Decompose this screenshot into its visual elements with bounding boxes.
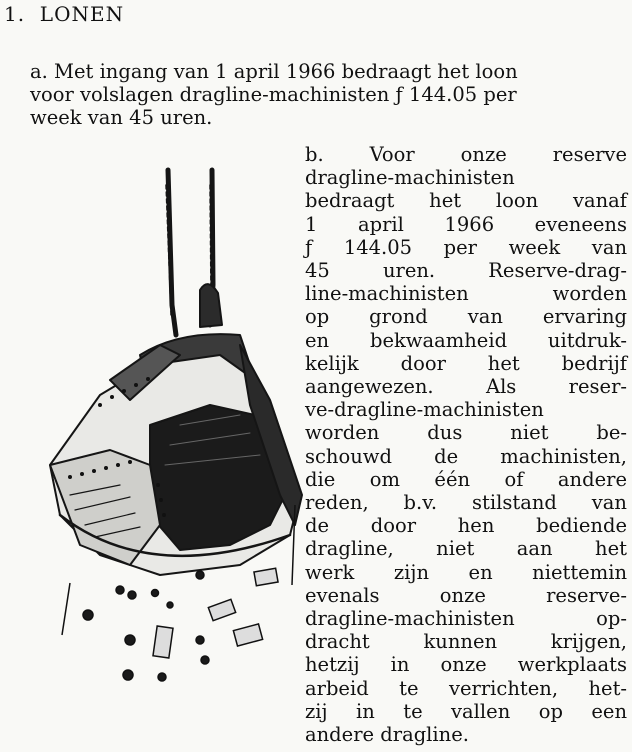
paragraph-b-line: evenals onze reserve- (305, 583, 627, 607)
paragraph-b-line: ƒ 144.05 per week van (305, 235, 627, 259)
cable-left (168, 170, 176, 335)
paragraph-b-line: dragline, niet aan het (305, 537, 627, 561)
paragraph-b-line: 1 april 1966 eveneens (305, 212, 627, 236)
paragraph-b-line: hetzij in onze werkplaats (305, 653, 627, 677)
paragraph-a (30, 60, 630, 129)
paragraph-b-line: aangewezen. Als reser- (305, 375, 627, 399)
paragraph-b-line: dragline-machinisten op- (305, 607, 627, 631)
paragraph-b-line: schouwd de machinisten, (305, 444, 627, 468)
paragraph-b-line: zij in te vallen op een (305, 699, 627, 723)
section-heading: 1. LONEN (4, 2, 125, 26)
dragline-bucket-illustration (40, 165, 320, 705)
paragraph-b-line: de door hen bediende (305, 514, 627, 538)
paragraph-b-line: line-machinisten worden (305, 282, 627, 306)
paragraph-b-line: andere dragline. (305, 723, 469, 747)
paragraph-b-line: b. Voor onze reserve (305, 143, 627, 166)
paragraph-b-line: worden dus niet be- (305, 421, 627, 445)
paragraph-b-line: dragline-machinisten (305, 166, 515, 190)
paragraph-b-line: arbeid te verrichten, het- (305, 676, 627, 700)
paragraph-b-line: 45 uren. Reserve-drag- (305, 259, 627, 283)
paragraph-b-line: reden, b.v. stilstand van (305, 491, 627, 515)
paragraph-b-line: op grond van ervaring (305, 305, 627, 329)
paragraph-b-line: dracht kunnen krijgen, (305, 630, 627, 654)
paragraph-b-line: bedraagt het loon vanaf (305, 189, 627, 213)
shackle (200, 284, 222, 327)
paragraph-a-line: week van 45 uren. (30, 106, 213, 129)
paragraph-b-line: ve-dragline-machinisten (305, 398, 544, 422)
paragraph-b-line: die om één of andere (305, 467, 627, 491)
paragraph-b (305, 143, 627, 746)
paragraph-a-line: voor volslagen dragline-machinisten ƒ 144.05 per (30, 83, 517, 106)
paragraph-a-line: a. Met ingang van 1 april 1966 bedraagt het loon (30, 60, 518, 83)
paragraph-b-line: werk zijn en niettemin (305, 560, 627, 584)
paragraph-b-line: kelijk door het bedrijf (305, 351, 627, 375)
paragraph-b-line: en bekwaamheid uitdruk- (305, 328, 627, 352)
